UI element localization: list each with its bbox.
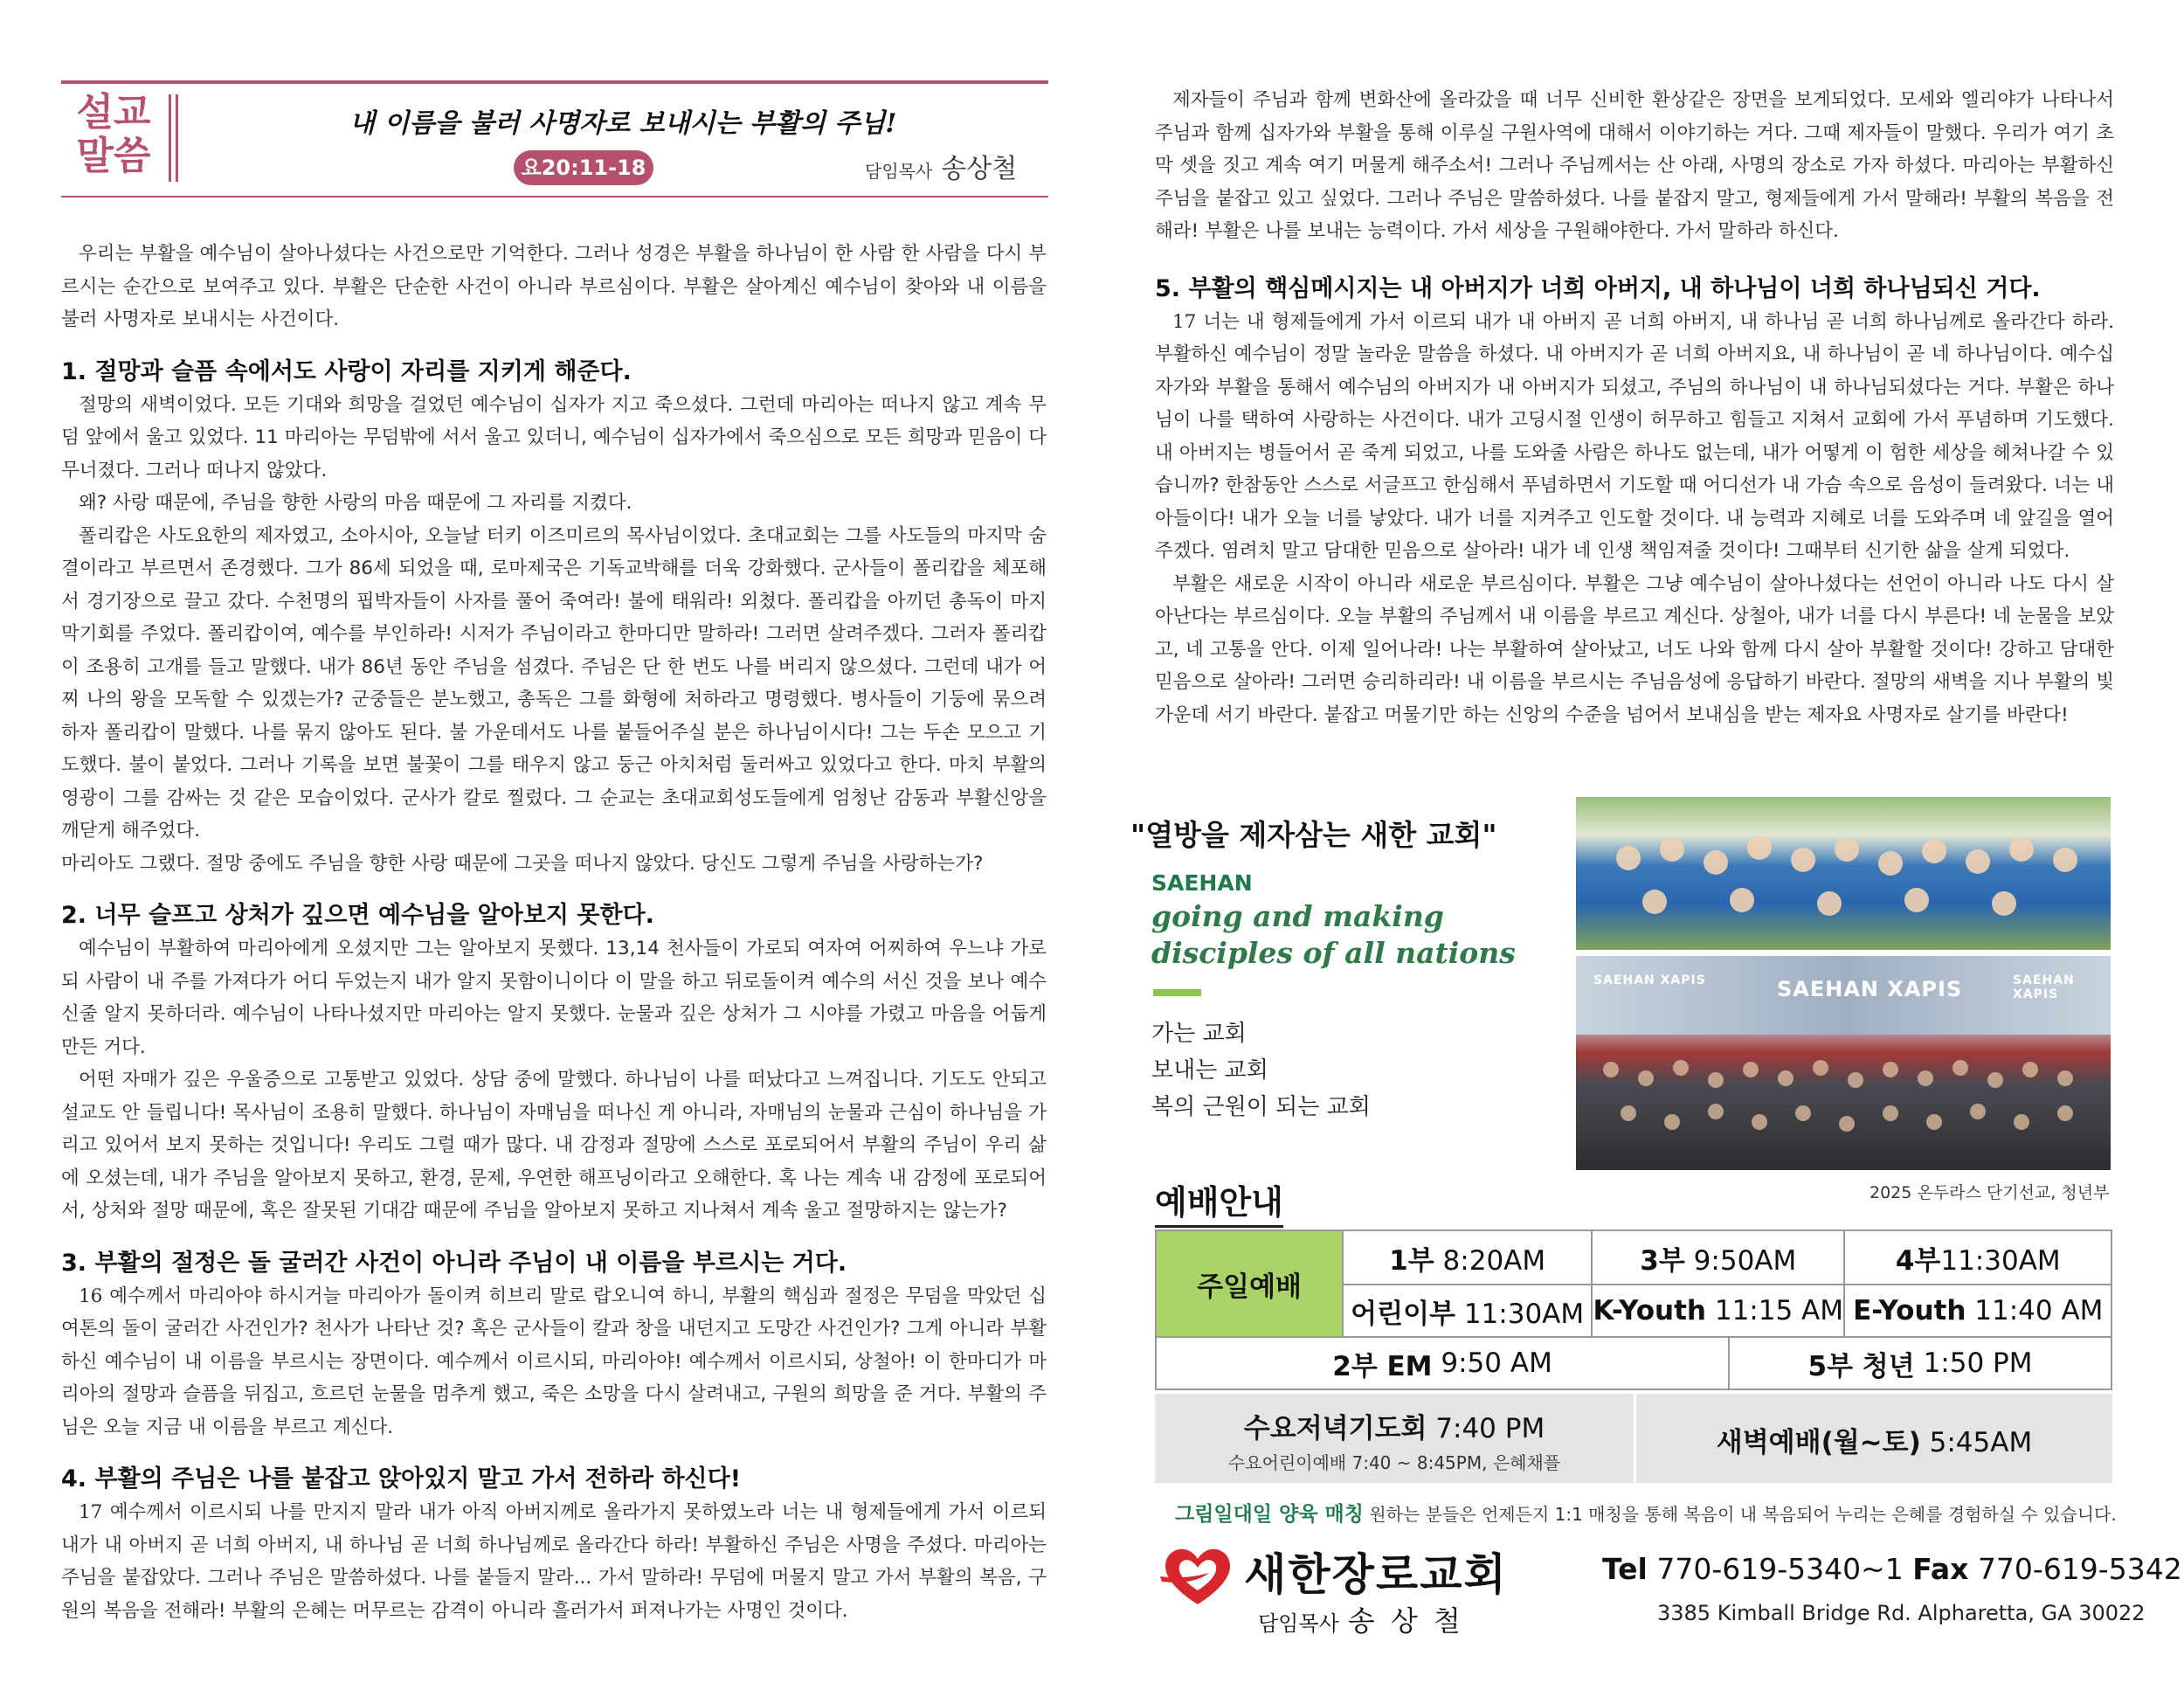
group-photo-icon [1576, 797, 2111, 950]
mission-photo-group [1576, 797, 2111, 950]
youth-group-photo [1576, 956, 2111, 1170]
paragraph: 어떤 자매가 깊은 우울증으로 고통받고 있었다. 상담 중에 말했다. 하나님이 나를 떠났다고 느껴집니다. 기도도 안되고 설교도 안 들립니다! 목사님이 조용히 말했다. 하나님이 자매님을 떠나신 게 아니라, 자매님의 눈물과 근심이 하나님을 가리고 있어서 보지 못하는 것입니다! 우리도 그럴 때가 많다. 내 감정과 절망에 스스로 포로되어서 부활의 주님이 우리 삶에 오셨는데, 내가 주님을 알아보지 못하고, 환경, 문제, 우연한 해프닝이라고 오해한다. 혹 나는 계속 내 감정에 포로되어서, 상처와 절망 때문에, 혹은 잘못된 기대감 때문에 주님을 알아보지 못하고 지나쳐서 계속 울고 절망하지는 않는가? [61, 1069, 1047, 1222]
sermon-title: 내 이름을 불러 사명자로 보내시는 부활의 주님! [349, 108, 897, 139]
extra-services-row [1156, 1337, 2111, 1389]
kids-service: 어린이부 11:30AM [1343, 1285, 1592, 1337]
scripture-reference-badge: 요20:11-18 [514, 150, 653, 185]
english-motto: going and making disciples of all nations [1151, 899, 1516, 970]
scripture-verse: 17 너는 내 형제들에게 가서 이르되 내가 내 아버지 곧 너희 아버지, 내 하나님 곧 너희 하나님께로 올라간다 하라. [1172, 310, 2114, 333]
contact-phone: Tel 770-619-5340~1 Fax 770-619-5342 [1602, 1552, 2182, 1586]
sunday-worship-table [1155, 1229, 2112, 1390]
paragraph: 폴리캅은 사도요한의 제자였고, 소아시아, 오늘날 터키 이즈미르의 목사님이었다. 초대교회는 그를 사도들의 마지막 숨결이라고 부르면서 존경했다. 그가 86세 되었을 때, 로마제국은 기독교박해를 더욱 강화했다. 군사들이 폴리캅을 체포해서 경기장으로 끌고 갔다. 수천명의 핍박자들이 사자를 풀어 죽여라! 불에 태워라! 외쳤다. 폴리캅을 아끼던 총독이 마지막기회를 주었다. 폴리캅이여, 예수를 부인하라! 시저가 주님이라고 한마디만 말하라! 그러면 살려주겠다. 그러자 폴리캅이 조용히 고개를 들고 말했다. 내가 86년 동안 주님을 섬겼다. 주님은 단 한 번도 나를 버리지 않으셨다. 그런데 내가 어찌 나의 왕을 모독할 수 있겠는가? 군중들은 분노했고, 총독은 그를 화형에 처하라고 명령했다. 병사들이 기둥에 묶으려 하자 폴리캅이 말했다. 나를 묶지 않아도 된다. 불 가운데서도 나를 붙들어주실 분은 하나님이시다! 그는 두손 모으고 기도했다. 불이 붙었다. 그러나 기록을 보면 불꽃이 그를 태우지 않고 둥근 아치처럼 둘러싸고 있었다고 한다. 마치 부활의 영광이 그를 감싸는 것 같은 모습이었다. 군사가 칼로 찔렀다. 그 순교는 초대교회성도들에게 엄청난 감동과 부활신앙을 깨닫게 해주었다. [61, 524, 1047, 842]
church-name: 새한장로교회 [1244, 1549, 1508, 1600]
weekday-services [1155, 1394, 2112, 1483]
photo-caption: 2025 온두라스 단기선교, 청년부 [1870, 1183, 2110, 1202]
paragraph: 16 예수께서 마리아야 하시거늘 마리아가 돌이켜 히브리 말로 랍오니여 하니, 부활의 핵심과 절정은 무덤을 막았던 십여톤의 돌이 굴러간 사건인가? 천사가 나타난 것? 혹은 군사들이 칼과 창을 내던지고 도망간 사건인가? 그게 아니라 부활하신 예수님이 내 이름을 부르시는 장면이다. 예수께서 이르시되, 마리아야! 예수께서 이르시되, 상철아! 이 한마디가 마리아의 절망과 슬픔을 뒤집고, 흐르던 눈물을 멈추게 했고, 죽은 소망을 다시 살려내고, 구원의 희망을 준 거다. 부활의 주님은 오늘 지금 내 이름을 부르고 계신다. [61, 1285, 1047, 1438]
paragraph: 왜? 사랑 때문에, 주님을 향한 사랑의 마음 때문에 그 자리를 지켰다. [79, 492, 632, 514]
church-motto: "열방을 제자삼는 새한 교회" [1130, 818, 1497, 852]
header-bottom-rule [61, 196, 1048, 197]
paragraph: 절망의 새벽이었다. 모든 기대와 희망을 걸었던 예수님이 십자가 지고 죽으셨다. 그런데 마리아는 떠나지 않고 계속 무덤 앞에서 울고 있었다. 11 마리아는 무덤밖에 서서 울고 있더니, 예수님이 십자가에서 죽으심으로 모든 희망과 믿음이 다 무너졌다. 그러나 떠나지 않았다. [61, 393, 1047, 481]
worship-schedule-title: 예배안내 [1155, 1175, 1283, 1228]
slogan: 가는 교회 [1151, 1021, 1247, 1047]
paragraph: 17 너는 내 형제들에게 가서 이르되 내가 내 아버지 곧 너희 아버지, 내 하나님 곧 너희 하나님께로 올라간다 하라. 부활하신 예수님이 정말 놀라운 말씀을 하셨다. 내 아버지가 곧 너희 아버지요, 내 하나님이 곧 네 하나님이다. 예수십자가와 부활을 통해서 예수님의 아버지가 내 아버지가 되셨고, 주님의 하나님이 내 하나님되셨다는 거다. 부활은 하나님이 나를 택하여 사랑하는 사건이다. 내가 고딩시절 인생이 허무하고 힘들고 지쳐서 교회에 가서 푸념하며 기도했다. 내 아버지는 병들어서 곧 죽게 되었고, 나를 도와줄 사람은 하나도 없는데, 내가 어떻게 이 험한 세상을 헤쳐나갈 수 있습니까? 한참동안 스스로 서글프고 한심해서 푸념하면서 기도할 때 어디선가 내 가슴 속으로 음성이 들려왔다. 너는 내 아들이다! 내가 오늘 너를 낳았다. 내가 너를 지켜주고 인도할 것이다. 내 능력과 지혜로 너를 도와주며 네 앞길을 열어주겠다. 염려치 말고 담대한 믿음으로 살아라! 내가 네 인생 책임져줄 것이다! 그때부터 신기한 삶을 살게 되었다. [1155, 310, 2114, 562]
service-4: 4부11:30AM [1844, 1230, 2111, 1285]
church-address: 3385 Kimball Bridge Rd. Alpharetta, GA 30022 [1657, 1601, 2146, 1625]
slogan: 복의 근원이 되는 교회 [1151, 1094, 1371, 1120]
stage-banner: SAEHAN XAPIS [1777, 977, 1963, 1001]
scripture-verse: 16 예수께서 마리아야 하시거늘 마리아가 돌이켜 히브리 말로 랍오니여 하니, [79, 1285, 715, 1307]
stage-banner-right: SAEHAN XAPIS [2013, 973, 2075, 1001]
sunday-worship-label: 주일예배 [1156, 1230, 1343, 1337]
section-heading-1: 1. 절망과 슬픔 속에서도 사랑이 자리를 지키게 해준다. [61, 357, 632, 385]
kyouth-service: K-Youth 11:15 AM [1592, 1285, 1844, 1337]
sermon-body-left [61, 238, 1047, 1627]
church-slogans [1151, 1015, 1371, 1126]
scripture-verse: 17 예수께서 이르시되 나를 만지지 말라 내가 아직 아버지께로 올라가지 못하였노라 너는 내 형제들에게 가서 이르되 내가 내 아버지 곧 너희 아버지, 내 하나님 곧 너희 하나님께로 올라간다 하라! [61, 1501, 1047, 1556]
church-logo-icon [1158, 1541, 1237, 1611]
section-heading-2: 2. 너무 슬프고 상처가 깊으면 예수님을 알아보지 못한다. [61, 902, 654, 929]
accent-bar [1153, 989, 1201, 996]
eyouth-service: E-Youth 11:40 AM [1844, 1285, 2111, 1337]
slogan: 보내는 교회 [1151, 1057, 1268, 1084]
mentoring-notice: 그림일대일 양육 매칭 원하는 분들은 언제든지 1:1 매칭을 통해 복음이 내 복음되어 누리는 은혜를 경험하실 수 있습니다. [1175, 1503, 2117, 1526]
brand-label: SAEHAN [1151, 870, 1253, 896]
sermon-body-right [1155, 84, 2114, 731]
paragraph: 17 예수께서 이르시되 나를 만지지 말라 내가 아직 아버지께로 올라가지 못하였노라 너는 내 형제들에게 가서 이르되 내가 내 아버지 곧 너희 아버지, 내 하나님 곧 너희 하나님께로 올라간다 하라! 부활하신 주님은 사명을 주셨다. 마리아는 주님을 붙잡았다. 그러나 주님은 말씀하셨다. 나를 붙들지 말라... 가서 말하라! 무덤에 머물지 말고 가서 부활의 복음, 구원의 복음을 전해라! 부활의 은혜는 머무르는 감격이 아니라 흘러가서 퍼져나가는 사명인 것이다. [61, 1501, 1047, 1622]
intro-paragraph: 우리는 부활을 예수님이 살아나셨다는 사건으로만 기억한다. 그러나 성경은 부활을 하나님이 한 사람 한 사람을 다시 부르시는 순간으로 보여주고 있다. 부활은 단순한 사건이 아니라 부르심이다. 부활은 살아계신 예수님이 찾아와 내 이름을 불러 사명자로 보내시는 사건이다. [61, 243, 1047, 330]
paragraph: 제자들이 주님과 함께 변화산에 올라갔을 때 너무 신비한 환상같은 장면을 보게되었다. 모세와 엘리야가 나타나서 주님과 함께 십자가와 부활을 통해 이루실 구원사역에 대해서 이야기하는 거다. 그때 제자들이 말했다. 우리가 여기 초막 셋을 짓고 계속 여기 머물게 해주소서! 그러나 주님께서는 산 아래, 사명의 장소로 가자 하셨다. 마리아는 부활하신 주님을 붙잡고 있고 싶었다. 그러나 주님은 말씀하셨다. 나를 붙잡지 말고, 형제들에게 가서 말해라! 부활의 복음을 전해라! 부활은 나를 보내는 능력이다. 가서 세상을 구원해야한다. 가서 말하라 하신다. [1155, 89, 2114, 242]
paragraph: 마리아도 그랬다. 절망 중에도 주님을 향한 사랑 때문에 그곳을 떠나지 않았다. 당신도 그렇게 주님을 사랑하는가? [61, 852, 984, 875]
service-3: 3부 9:50AM [1592, 1230, 1844, 1285]
header-top-rule [61, 80, 1048, 84]
wednesday-service: 수요저녁기도회 7:40 PM 수요어린이예배 7:40 ~ 8:45PM, 은혜채플 [1227, 1413, 1561, 1473]
header-divider-2 [176, 94, 178, 182]
sermon-label: 설교 말씀 [76, 90, 151, 178]
service-2-em: 2부 EM 9:50 AM [1157, 1338, 1730, 1389]
paragraph: 예수님이 부활하여 마리아에게 오셨지만 그는 알아보지 못했다. 13,14 천사들이 가로되 여자여 어찌하여 우느냐 가로되 사람이 내 주를 가져다가 어디 두었는지 내가 알지 못함이니이다 이 말을 하고 뒤로돌이켜 예수의 서신 것을 보나 예수신줄 알지 못하더라. 예수님이 나타나셨지만 마리아는 알지 못했다. 눈물과 깊은 상처가 그 시야를 가렸고 마음을 어둡게 만든 거다. [61, 938, 1047, 1058]
section-heading-5: 5. 부활의 핵심메시지는 내 아버지가 너희 아버지, 내 하나님이 너희 하나님되신 거다. [1155, 274, 2041, 302]
section-heading-4: 4. 부활의 주님은 나를 붙잡고 앉아있지 말고 가서 전하라 하신다! [61, 1465, 742, 1493]
service-5-youth: 5부 청년 1:50 PM [1807, 1347, 2033, 1382]
service-1: 1부 8:20AM [1343, 1230, 1592, 1285]
stage-banner-left: SAEHAN XAPIS [1593, 973, 1706, 987]
crowd-photo-icon [1576, 956, 2111, 1170]
paragraph: 부활은 새로운 시작이 아니라 새로운 부르심이다. 부활은 그냥 예수님이 살아나셨다는 선언이 아니라 나도 다시 살아난다는 부르심이다. 오늘 부활의 주님께서 내 이름을 부르고 계신다. 상철아, 내가 너를 다시 부른다! 네 눈물을 보았고, 네 고통을 안다. 이제 일어나라! 나는 부활하여 살아났고, 너도 나와 함께 다시 살아 부활할 것이다! 강하고 담대한 믿음으로 살아라! 그러면 승리하리라! 내 이름을 부르시는 주님음성에 응답하기 바란다. 절망의 새벽을 지나 부활의 빛 가운데 서기 바란다. 붙잡고 머물기만 하는 신앙의 수준을 넘어서 보내심을 받는 제자요 사명자로 살기를 바란다! [1155, 572, 2114, 726]
header-divider [169, 94, 171, 182]
sermon-pastor: 담임목사 송상철 [865, 154, 1018, 184]
section-heading-3: 3. 부활의 절정은 돌 굴러간 사건이 아니라 주님이 내 이름을 부르시는 거다. [61, 1249, 847, 1277]
dawn-service: 새벽예배(월~토) 5:45AM [1716, 1427, 2033, 1458]
church-pastor: 담임목사 송 상 철 [1258, 1604, 1464, 1638]
